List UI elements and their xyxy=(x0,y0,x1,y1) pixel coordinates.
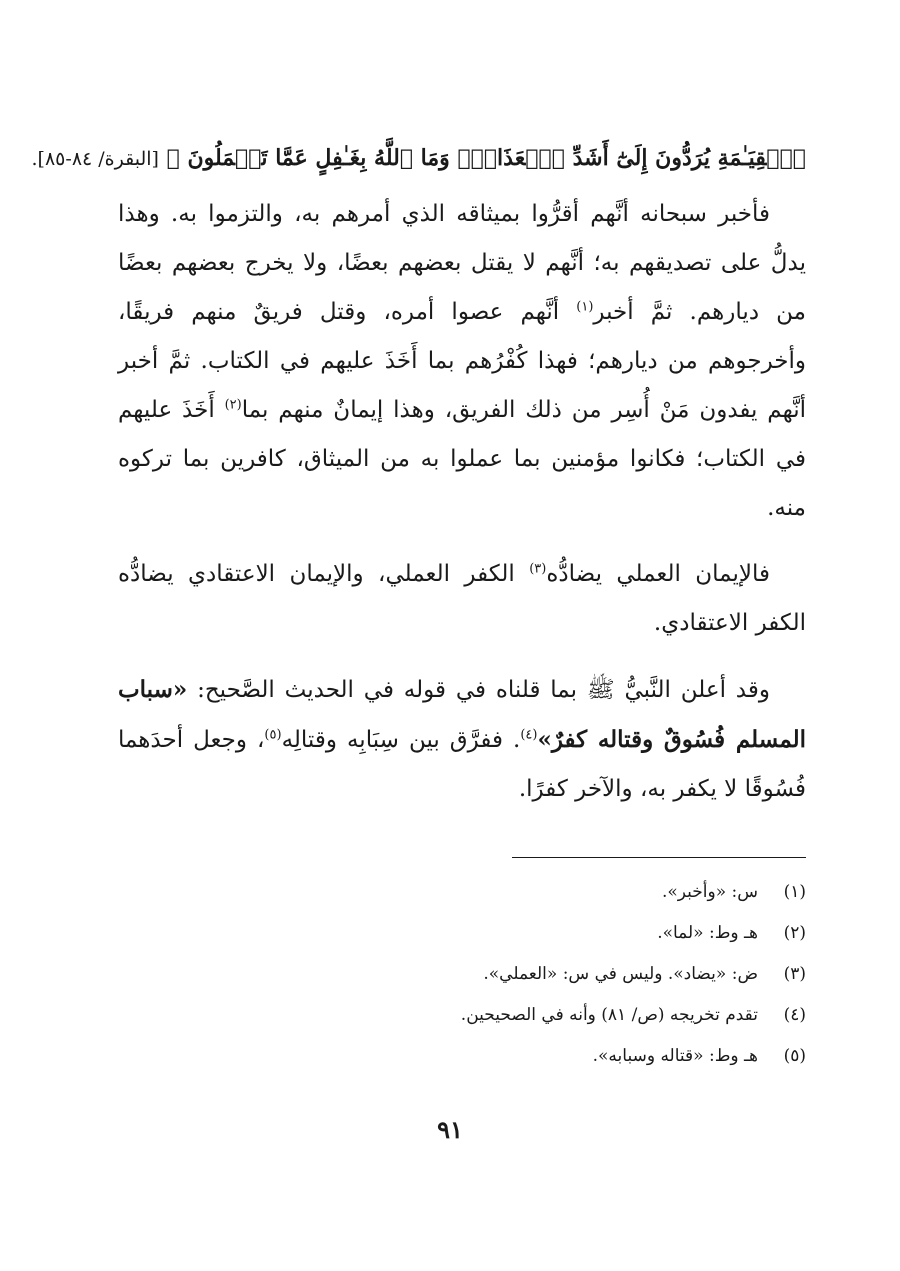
paragraph-3 xyxy=(118,665,806,814)
footnote-item xyxy=(118,1036,806,1077)
footnote-text: هـ وط: «لما». xyxy=(657,923,758,943)
paragraph-text: الكفر العملي، والإيمان الاعتقادي يضادُّه الكفر الاعتقادي. xyxy=(118,561,806,636)
footnote-number: (٥) xyxy=(783,1046,806,1066)
footnote-marker-1: (١) xyxy=(576,299,594,315)
footnote-number: (٣) xyxy=(783,964,806,984)
footnote-divider xyxy=(512,857,806,858)
paragraph-text: وقد أعلن النَّبيُّ ﷺ بما قلناه في قوله في الحديث الصَّحيح: xyxy=(187,677,770,703)
footnote-item xyxy=(118,872,806,913)
footnote-text: ض: «يضاد». وليس في س: «العملي». xyxy=(483,964,758,984)
footnote-text: س: «وأخبر». xyxy=(661,882,758,902)
footnote-marker-4: (٤) xyxy=(520,727,538,743)
quran-verse xyxy=(31,138,806,179)
paragraph-text: ، وجعل أحدَهما فُسُوقًا لا يكفر به، والآخر كفرًا. xyxy=(118,727,806,802)
footnote-text: هـ وط: «قتاله وسبابه». xyxy=(592,1046,758,1066)
footnotes-list xyxy=(118,872,806,1077)
footnote-number: (٤) xyxy=(783,1005,806,1025)
paragraph-text: فالإيمان العملي يضادُّه xyxy=(546,561,771,587)
verse-text: ٱلۡقِيَـٰمَةِ يُرَدُّونَ إِلَىٰٓ أَشَدِّ ٱلۡعَذَابِۗ وَمَا ٱللَّهُ بِغَـٰفِلٍ عَمَّا تَعۡمَلُونَ ﴾ xyxy=(166,145,806,171)
verse-reference: [البقرة/ ٨٤-٨٥]. xyxy=(31,148,159,170)
footnote-item xyxy=(118,995,806,1036)
footnote-marker-5: (٥) xyxy=(264,727,282,743)
footnote-marker-2: (٢) xyxy=(224,397,242,413)
footnote-item xyxy=(118,954,806,995)
footnote-item xyxy=(118,913,806,954)
main-text xyxy=(118,190,806,831)
paragraph-text: أنَّهم عصوا أمره، وقتل فريقٌ منهم فريقًا، وأخرجوهم من ديارهم؛ فهذا كُفْرُهم بما أَخَذَ عليهم في الكتاب. ثمَّ أخبر أنَّهم يفدون مَنْ أُسِر من ذلك الفريق، وهذا إيمانٌ منهم بما xyxy=(118,299,806,423)
paragraph-text: فأخبر سبحانه أنَّهم أقرُّوا بميثاقه الذي أمرهم به، والتزموا به. وهذا يدلُّ على تصديقهم به؛ أنَّهم لا يقتل بعضهم بعضًا، ولا يخرج بعضهم بعضًا من ديارهم. ثمَّ أخبر xyxy=(118,201,806,325)
footnote-marker-3: (٣) xyxy=(529,561,547,577)
footnote-text: تقدم تخريجه (ص/ ٨١) وأنه في الصحيحين. xyxy=(460,1005,758,1025)
page-number: ٩١ xyxy=(437,1115,463,1144)
hadith-quote: «سباب المسلم فُسُوقٌ وقتاله كفرٌ» xyxy=(118,676,807,753)
paragraph-1 xyxy=(118,190,806,533)
footnote-number: (٢) xyxy=(783,923,806,943)
paragraph-text: أَخَذَ عليهم في الكتاب؛ فكانوا مؤمنين بما عملوا به من الميثاق، كافرين بما تركوه منه. xyxy=(118,397,806,521)
footnote-number: (١) xyxy=(783,882,806,902)
paragraph-2 xyxy=(118,550,806,648)
paragraph-text: . ففرَّق بين سِبَابِه وقتالِه xyxy=(281,727,521,753)
